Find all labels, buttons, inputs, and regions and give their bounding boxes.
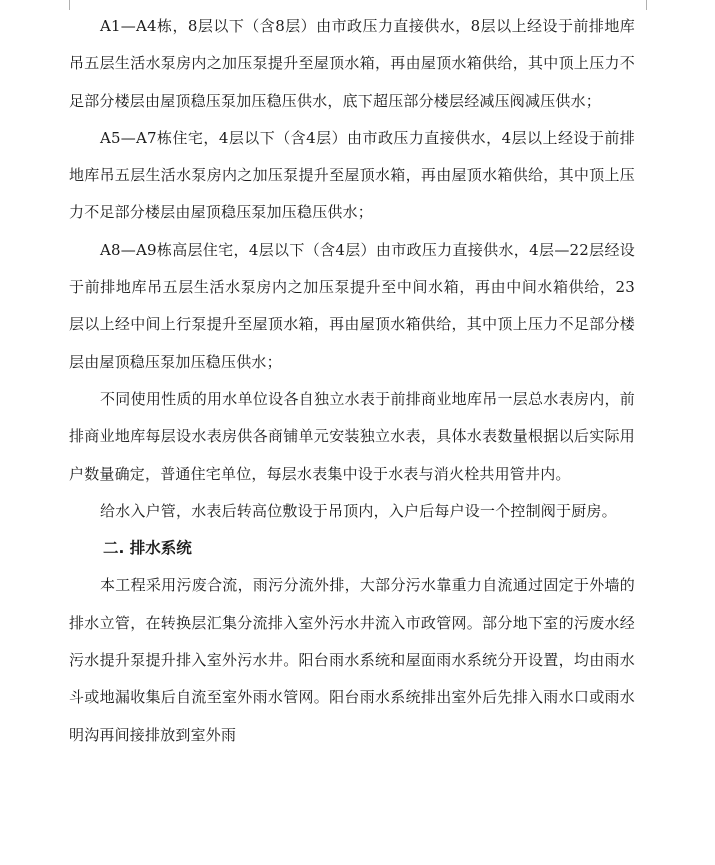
crop-mark-right: [646, 0, 647, 10]
paragraph-water-meters: 不同使用性质的用水单位设各自独立水表于前排商业地库吊一层总水表房内，前排商业地库每层设水表房供各商铺单元安装独立水表，具体水表数量根据以后实际用户数量确定，普通住宅单位，每层水表集中设于水表与消火栓共用管井内。: [69, 389, 635, 483]
paragraph-a8-a9: A8—A9栋高层住宅，4层以下（含4层）由市政压力直接供水，4层—22层经设于前排地库吊五层生活水泵房内之加压泵提升至中间水箱，再由中间水箱供给，23层以上经中间上行泵提升至屋顶水箱，再由屋顶水箱供给，其中顶上压力不足部分楼层由屋顶稳压泵加压稳压供水；: [69, 240, 635, 371]
section-heading-drainage: 二. 排水系统: [103, 539, 192, 558]
paragraph-a1-a4: A1—A4栋，8层以下（含8层）由市政压力直接供水，8层以上经设于前排地库吊五层生活水泵房内之加压泵提升至屋顶水箱，再由屋顶水箱供给，其中顶上压力不足部分楼层由屋顶稳压泵加压稳压供水，底下超压部分楼层经减压阀减压供水；: [69, 17, 635, 110]
paragraph-drainage: 本工程采用污废合流，雨污分流外排，大部分污水靠重力自流通过固定于外墙的排水立管，在转换层汇集分流排入室外污水井流入市政管网。部分地下室的污废水经污水提升泵提升排入室外污水井。阳台雨水系统和屋面雨水系统分开设置，均由雨水斗或地漏收集后自流至室外雨水管网。阳台雨水系统排出室外后先排入雨水口或雨水明沟再间接排放到室外雨: [69, 576, 635, 744]
paragraph-inlet-pipe: 给水入户管，水表后转高位敷设于吊顶内，入户后每户设一个控制阀于厨房。: [100, 501, 617, 520]
paragraph-a5-a7: A5—A7栋住宅，4层以下（含4层）由市政压力直接供水，4层以上经设于前排地库吊五层生活水泵房内之加压泵提升至屋顶水箱，再由屋顶水箱供给，其中顶上压力不足部分楼层由屋顶稳压泵加压稳压供水；: [69, 128, 635, 222]
document-body: [69, 8, 635, 754]
